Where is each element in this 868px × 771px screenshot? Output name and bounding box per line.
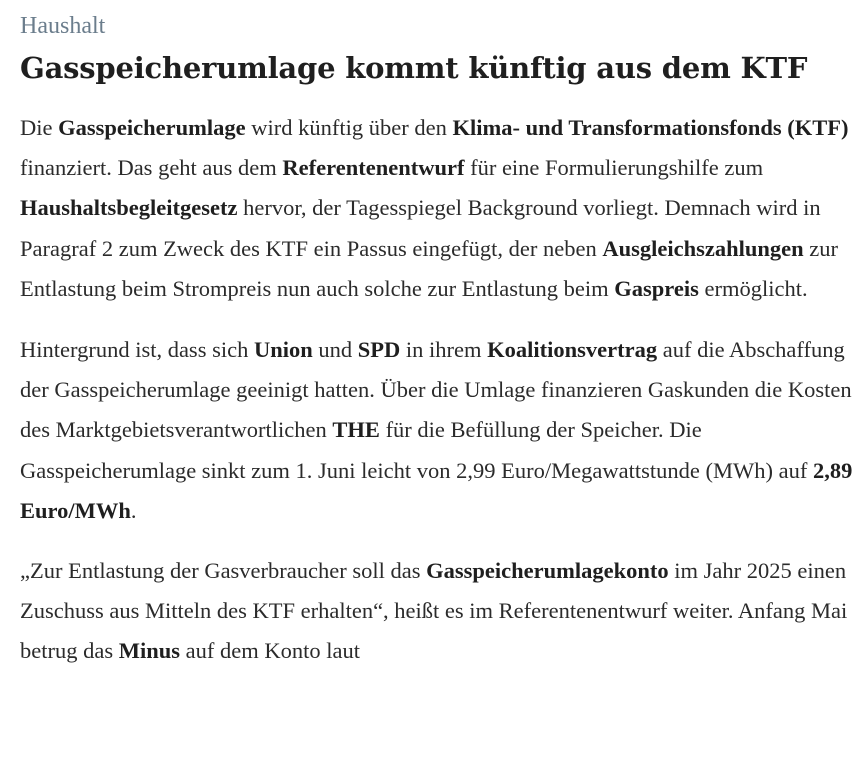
- text-segment: für eine Formulierungshilfe zum: [464, 155, 764, 181]
- article-paragraph: [20, 551, 860, 672]
- text-segment: und: [312, 337, 358, 363]
- keyword-haushaltsbegleitgesetz: Haushaltsbegleitgesetz: [20, 195, 238, 221]
- text-segment: hervor, der Tagesspiegel Background vorliegt. Demnach wird in Paragraf 2 zum Zweck des KTF ein Passus eingefügt, der neben: [20, 195, 821, 261]
- text-segment: wird künftig über den: [245, 115, 453, 140]
- text-segment: auf dem Konto laut: [180, 638, 360, 664]
- keyword-gasspeicherumlagekonto: Gasspeicherumlagekonto: [426, 558, 669, 584]
- text-segment: .: [130, 497, 137, 523]
- text-segment: für die Befüllung der Speicher. Die Gasspeicherumlage sinkt zum 1. Juni leicht von 2,99 Euro/Megawattstunde (MWh) auf: [20, 417, 813, 483]
- keyword-minus: Minus: [118, 638, 181, 664]
- text-segment: im Jahr 2025 einen Zuschuss aus Mitteln des KTF erhalten“, heißt es im Referentenentwurf weiter. Anfang Mai betrug das: [20, 558, 848, 664]
- text-segment: Hintergrund ist, dass sich: [20, 337, 254, 363]
- keyword-the: THE: [332, 417, 380, 443]
- text-segment: in ihrem: [400, 337, 488, 363]
- keyword-koalitionsvertrag: Koalitionsvertrag: [487, 337, 658, 363]
- article-paragraph: [20, 108, 860, 309]
- keyword-spd: SPD: [357, 337, 401, 363]
- text-segment: finanziert. Das geht aus dem: [20, 155, 283, 181]
- keyword-gasspeicherumlage: Gasspeicherumlage: [58, 115, 246, 140]
- article-headline: Gasspeicherumlage kommt künftig aus dem KTF: [20, 51, 808, 85]
- text-segment: zur Entlastung beim Strompreis nun auch solche zur Entlastung beim: [20, 235, 838, 301]
- article-paragraph: [20, 330, 860, 531]
- keyword-ausgleichszahlungen: Ausgleichszahlungen: [602, 235, 804, 261]
- keyword-union: Union: [253, 337, 313, 363]
- text-segment: Die: [20, 115, 59, 140]
- text-segment: „Zur Entlastung der Gasverbraucher soll das: [20, 558, 427, 584]
- keyword-price: 2,89 Euro/MWh: [20, 457, 853, 523]
- keyword-gaspreis: Gaspreis: [614, 275, 699, 301]
- article-kicker[interactable]: Haushalt: [20, 13, 106, 39]
- text-segment: auf die Abschaffung der Gasspeicherumlage geeinigt hatten. Über die Umlage finanzieren Gaskunden die Kosten des Marktgebietsverantwortlichen: [20, 337, 852, 443]
- keyword-referentenentwurf: Referentenentwurf: [282, 155, 465, 181]
- text-segment: ermöglicht.: [698, 275, 808, 301]
- article: [20, 10, 860, 672]
- keyword-ktf: Klima- und Transformationsfonds (KTF): [452, 115, 849, 140]
